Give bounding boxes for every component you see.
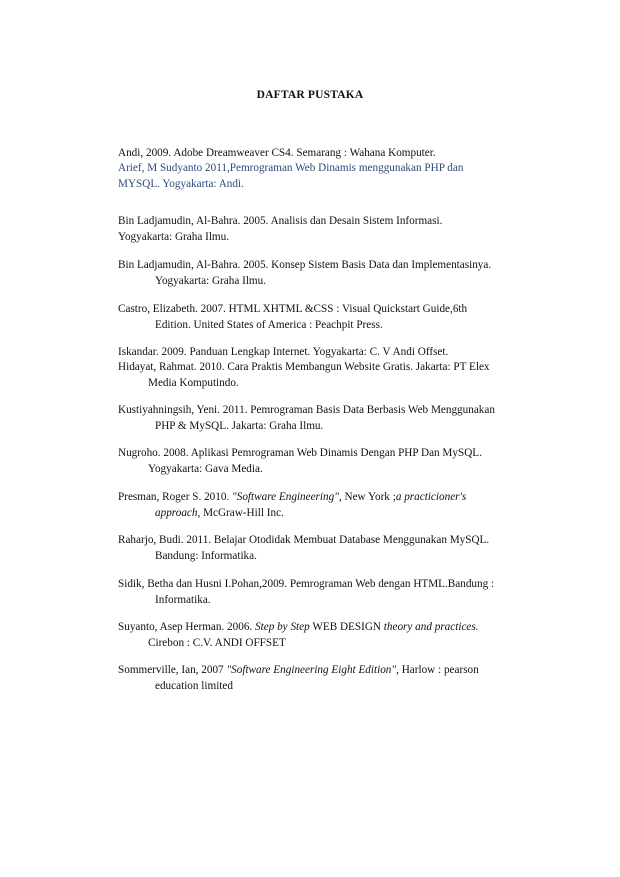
reference-line: Nugroho. 2008. Aplikasi Pemrograman Web Dinamis Dengan PHP Dan MySQL. xyxy=(118,447,482,459)
reference-bin-ladjamudin-2 xyxy=(118,258,558,289)
reference-iskandar xyxy=(118,345,558,361)
reference-publisher-place: , Harlow : pearson xyxy=(396,664,479,676)
reference-line: Cirebon : C.V. ANDI OFFSET xyxy=(148,636,286,649)
reference-line: Iskandar. 2009. Panduan Lengkap Internet. Yogyakarta: C. V Andi Offset. xyxy=(118,346,449,358)
reference-title-part: theory and practices. xyxy=(383,621,479,633)
reference-line: Informatika. xyxy=(155,593,211,606)
reference-hidayat xyxy=(118,360,558,391)
reference-line: Hidayat, Rahmat. 2010. Cara Praktis Membangun Website Gratis. Jakarta: PT Elex xyxy=(118,361,490,373)
reference-line: Castro, Elizabeth. 2007. HTML XHTML &CSS : Visual Quickstart Guide,6th xyxy=(118,303,468,315)
reference-line: Media Komputindo. xyxy=(148,376,239,389)
reference-line: MYSQL. Yogyakarta: Andi. xyxy=(118,177,244,190)
reference-author-year: Presman, Roger S. 2010. xyxy=(118,491,233,503)
reference-author-year: Suyanto, Asep Herman. 2006. xyxy=(118,621,256,633)
reference-line xyxy=(118,663,558,679)
reference-line: Kustiyahningsih, Yeni. 2011. Pemrograman Basis Data Berbasis Web Menggunakan xyxy=(118,404,495,416)
reference-line: PHP & MySQL. Jakarta: Graha Ilmu. xyxy=(155,419,324,432)
reference-andi xyxy=(118,146,558,162)
reference-suyanto xyxy=(118,620,558,651)
reference-line: Yogyakarta: Graha Ilmu. xyxy=(118,230,230,243)
reference-presman xyxy=(118,490,558,521)
reference-subtitle-cont: approach xyxy=(155,506,198,519)
reference-castro xyxy=(118,302,558,333)
reference-publisher: , McGraw-Hill Inc. xyxy=(197,506,284,519)
reference-line: Sidik, Betha dan Husni I.Pohan,2009. Pemrograman Web dengan HTML.Bandung : xyxy=(118,578,495,590)
reference-line: Yogyakarta: Gava Media. xyxy=(148,462,263,475)
reference-title: "Software Engineering Eight Edition" xyxy=(226,664,397,676)
reference-arief xyxy=(118,161,558,192)
reference-title: "Software Engineering" xyxy=(232,491,339,503)
reference-line: Bandung: Informatika. xyxy=(155,549,257,562)
reference-title-part: Step by Step xyxy=(255,621,310,633)
reference-subtitle: a practicioner's xyxy=(395,491,467,503)
reference-author-year: Sommerville, Ian, 2007 xyxy=(118,664,227,676)
reference-kustiyahningsih xyxy=(118,403,558,434)
reference-line xyxy=(118,490,558,506)
reference-line: education limited xyxy=(155,679,233,692)
reference-sommerville xyxy=(118,663,558,694)
reference-nugroho xyxy=(118,446,558,477)
reference-line: Edition. United States of America : Peachpit Press. xyxy=(155,318,383,331)
reference-title-part: WEB DESIGN xyxy=(309,621,384,633)
reference-raharjo xyxy=(118,533,558,564)
page-title: DAFTAR PUSTAKA xyxy=(256,89,364,101)
reference-line xyxy=(118,620,558,636)
reference-line: Arief, M Sudyanto 2011,Pemrograman Web Dinamis menggunakan PHP dan xyxy=(118,162,464,174)
reference-line xyxy=(118,506,558,522)
reference-line: Bin Ladjamudin, Al-Bahra. 2005. Analisis dan Desain Sistem Informasi. xyxy=(118,215,443,227)
reference-line: Raharjo, Budi. 2011. Belajar Otodidak Membuat Database Menggunakan MySQL. xyxy=(118,534,490,546)
reference-line: Andi, 2009. Adobe Dreamweaver CS4. Semarang : Wahana Komputer. xyxy=(118,147,436,159)
reference-sidik xyxy=(118,577,558,608)
reference-line: Bin Ladjamudin, Al-Bahra. 2005. Konsep Sistem Basis Data dan Implementasinya. xyxy=(118,259,492,271)
reference-line: Yogyakarta: Graha Ilmu. xyxy=(155,274,267,287)
reference-publisher-place: , New York ; xyxy=(338,491,396,503)
reference-bin-ladjamudin-1 xyxy=(118,214,558,245)
